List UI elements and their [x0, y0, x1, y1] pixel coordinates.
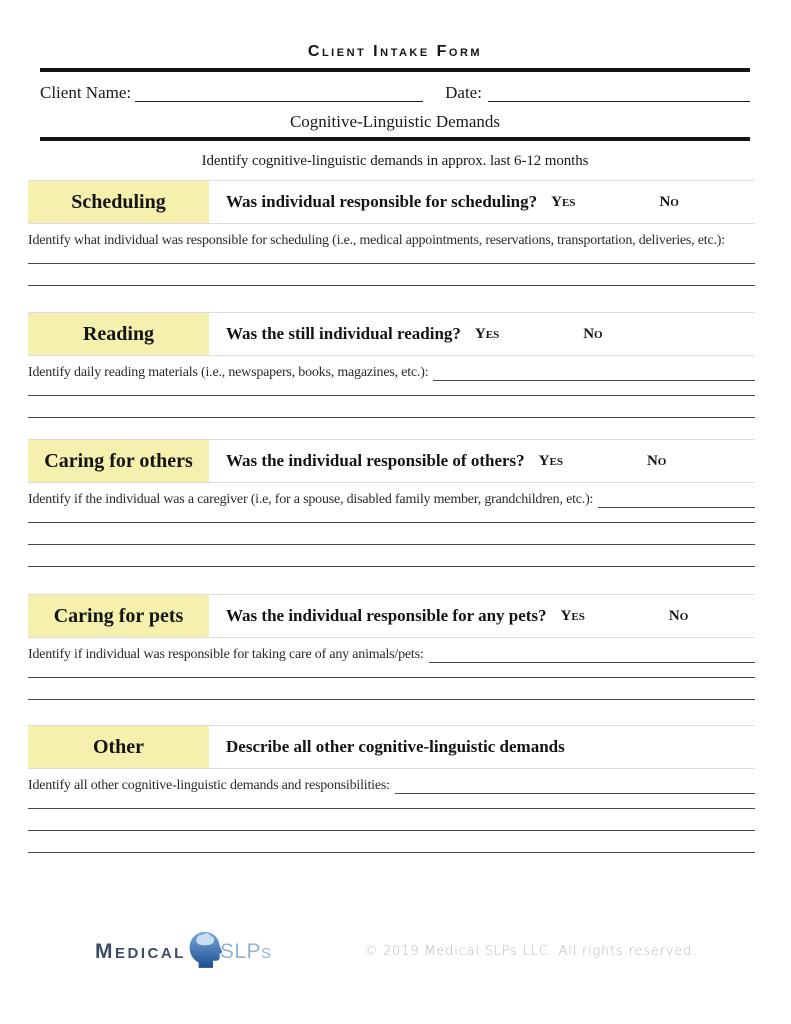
section-header-row [28, 312, 755, 356]
form-instruction: Identify cognitive-linguistic demands in approx. last 6-12 months [201, 153, 589, 169]
answer-line[interactable] [28, 249, 755, 264]
answer-line[interactable] [28, 663, 755, 678]
section-question: Was individual responsible for scheduling? [226, 192, 538, 211]
prompt-label: Identify daily reading materials (i.e., newspapers, books, magazines, etc.): [28, 365, 429, 380]
logo-medical-text: Medical [95, 939, 186, 963]
prompt-label: Identify what individual was responsible for scheduling (i.e., medical appointments, reservations, transportation, deliveries, etc.): [28, 233, 725, 248]
head-brain-icon [186, 929, 222, 974]
section-label: Caring for others [28, 440, 209, 482]
section-question: Describe all other cognitive-linguistic demands [226, 737, 565, 756]
section-scheduling [28, 180, 755, 286]
answer-line[interactable] [28, 381, 755, 396]
prompt-label: Identify all other cognitive-linguistic demands and responsibilities: [28, 778, 390, 793]
no-option[interactable]: No [583, 325, 603, 342]
name-date-row [40, 83, 750, 102]
client-name-label: Client Name: [40, 83, 132, 102]
answer-line[interactable] [28, 794, 755, 809]
answer-line[interactable] [28, 831, 755, 853]
section-label: Other [28, 726, 209, 768]
answer-line[interactable] [28, 545, 755, 567]
form-sections [28, 180, 755, 853]
yes-option[interactable]: Yes [538, 452, 563, 469]
section-prompt [28, 777, 755, 794]
answer-line[interactable] [28, 523, 755, 545]
date-label: Date: [445, 83, 482, 102]
section-header-row [28, 594, 755, 638]
section-other [28, 725, 755, 853]
medical-slps-logo [95, 929, 272, 974]
yes-option[interactable]: Yes [560, 607, 585, 624]
answer-line[interactable] [28, 264, 755, 286]
section-reading [28, 312, 755, 418]
section-prompt [28, 491, 755, 508]
form-header [40, 0, 750, 170]
section-prompt [28, 232, 755, 249]
divider [40, 68, 750, 72]
answer-line[interactable] [28, 508, 755, 523]
section-label: Caring for pets [28, 595, 209, 637]
answer-line[interactable] [28, 396, 755, 418]
no-option[interactable]: No [659, 193, 679, 210]
answer-line[interactable] [395, 782, 755, 794]
logo-slps-text: SLPs [219, 939, 272, 963]
divider [40, 137, 750, 141]
prompt-label: Identify if the individual was a caregiver (i.e, for a spouse, disabled family member, grandchildren, etc.): [28, 492, 594, 507]
no-option[interactable]: No [646, 452, 667, 469]
client-name-field[interactable] [135, 88, 423, 102]
form-footer [95, 929, 697, 974]
section-prompt [28, 646, 755, 663]
answer-line[interactable] [28, 678, 755, 700]
answer-line[interactable] [598, 496, 755, 508]
section-question: Was the individual responsible of others? [226, 451, 525, 470]
section-question: Was the individual responsible for any pets? [226, 606, 547, 625]
answer-line[interactable] [433, 369, 755, 381]
section-question: Was the still individual reading? [226, 324, 461, 343]
section-caring-for-pets [28, 594, 755, 700]
section-label: Scheduling [28, 181, 209, 223]
page-title: Client Intake Form [307, 43, 483, 60]
yes-option[interactable]: Yes [551, 193, 576, 210]
answer-line[interactable] [429, 651, 755, 663]
yes-option[interactable]: Yes [474, 325, 500, 342]
section-label: Reading [28, 313, 209, 355]
section-header-row [28, 725, 755, 769]
section-caring-for-others [28, 439, 755, 567]
section-prompt [28, 364, 755, 381]
section-header-row [28, 439, 755, 483]
prompt-label: Identify if individual was responsible for taking care of any animals/pets: [28, 647, 424, 662]
date-field[interactable] [488, 88, 750, 102]
no-option[interactable]: No [668, 607, 689, 624]
form-subtitle: Cognitive-Linguistic Demands [289, 112, 501, 131]
copyright: © 2019 Medical SLPs LLC. All rights reserved. [364, 944, 697, 959]
answer-line[interactable] [28, 809, 755, 831]
section-header-row [28, 180, 755, 224]
